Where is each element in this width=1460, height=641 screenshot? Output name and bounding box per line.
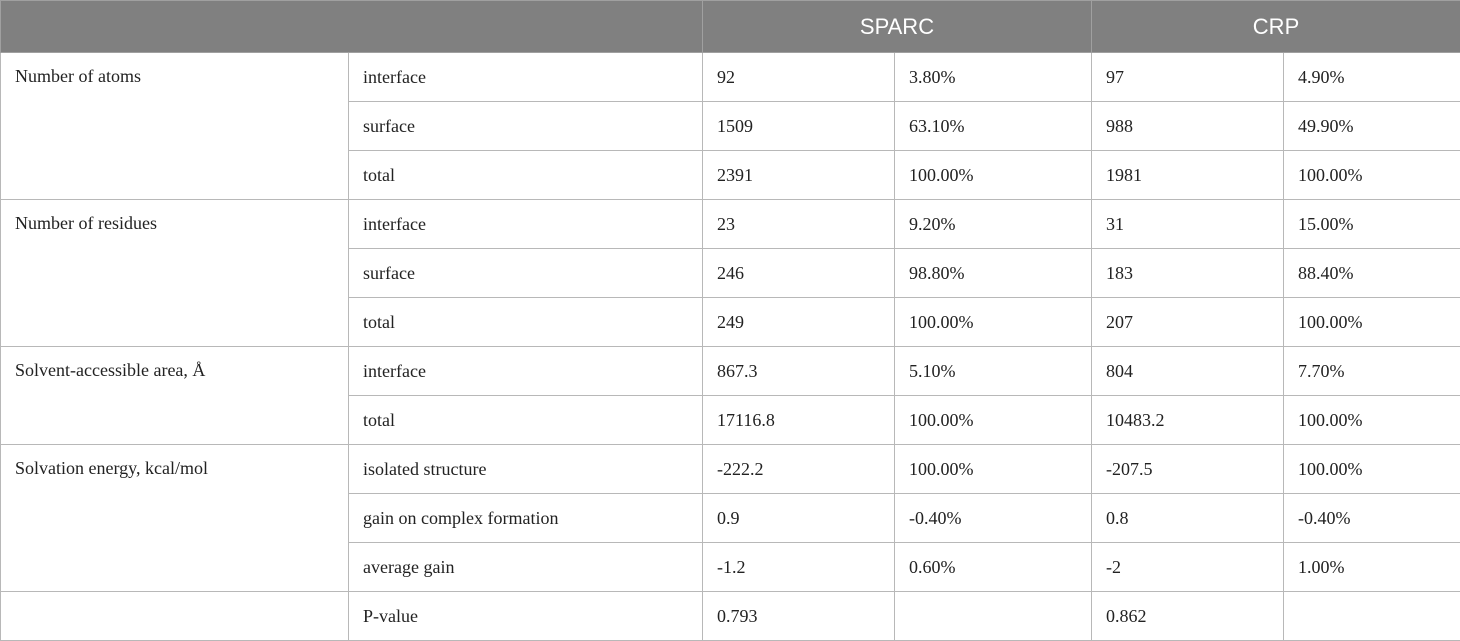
sparc-percent-cell: 9.20% — [895, 200, 1092, 249]
crp-percent-cell: 4.90% — [1284, 53, 1460, 102]
crp-value-cell: 10483.2 — [1092, 396, 1284, 445]
metric-cell: interface — [349, 200, 703, 249]
metric-cell: isolated structure — [349, 445, 703, 494]
sparc-value-cell: 2391 — [703, 151, 895, 200]
sparc-percent-cell: 0.60% — [895, 543, 1092, 592]
sparc-value-cell: 17116.8 — [703, 396, 895, 445]
sparc-percent-cell: 100.00% — [895, 396, 1092, 445]
sparc-percent-cell: 3.80% — [895, 53, 1092, 102]
crp-percent-cell: 100.00% — [1284, 298, 1460, 347]
table-row — [1, 445, 1460, 494]
header-sparc: SPARC — [703, 1, 1092, 53]
sparc-value-cell: -222.2 — [703, 445, 895, 494]
crp-percent-cell — [1284, 592, 1460, 641]
sparc-percent-cell: 100.00% — [895, 298, 1092, 347]
sparc-percent-cell: 98.80% — [895, 249, 1092, 298]
crp-value-cell: 0.8 — [1092, 494, 1284, 543]
sparc-percent-cell — [895, 592, 1092, 641]
metric-cell: gain on complex formation — [349, 494, 703, 543]
sparc-value-cell: 92 — [703, 53, 895, 102]
metric-cell: surface — [349, 249, 703, 298]
crp-value-cell: 988 — [1092, 102, 1284, 151]
crp-value-cell: 31 — [1092, 200, 1284, 249]
header-row — [1, 1, 1460, 53]
sparc-percent-cell: 100.00% — [895, 151, 1092, 200]
metric-cell: interface — [349, 347, 703, 396]
table-row — [1, 347, 1460, 396]
sparc-value-cell: 246 — [703, 249, 895, 298]
sparc-percent-cell: 5.10% — [895, 347, 1092, 396]
crp-percent-cell: 88.40% — [1284, 249, 1460, 298]
table-row — [1, 592, 1460, 641]
header-crp: CRP — [1092, 1, 1460, 53]
crp-percent-cell: 100.00% — [1284, 445, 1460, 494]
crp-value-cell: 97 — [1092, 53, 1284, 102]
crp-value-cell: 1981 — [1092, 151, 1284, 200]
crp-percent-cell: -0.40% — [1284, 494, 1460, 543]
crp-value-cell: -207.5 — [1092, 445, 1284, 494]
sparc-percent-cell: -0.40% — [895, 494, 1092, 543]
crp-percent-cell: 100.00% — [1284, 396, 1460, 445]
table-row — [1, 53, 1460, 102]
crp-value-cell: -2 — [1092, 543, 1284, 592]
group-label: Number of residues — [1, 200, 349, 347]
crp-value-cell: 183 — [1092, 249, 1284, 298]
metric-cell: total — [349, 298, 703, 347]
sparc-value-cell: 867.3 — [703, 347, 895, 396]
crp-value-cell: 207 — [1092, 298, 1284, 347]
group-label: Number of atoms — [1, 53, 349, 200]
sparc-value-cell: -1.2 — [703, 543, 895, 592]
metric-cell: surface — [349, 102, 703, 151]
metric-cell: total — [349, 396, 703, 445]
group-label: Solvation energy, kcal/mol — [1, 445, 349, 592]
sparc-value-cell: 0.9 — [703, 494, 895, 543]
crp-percent-cell: 1.00% — [1284, 543, 1460, 592]
metric-cell: interface — [349, 53, 703, 102]
group-label — [1, 592, 349, 641]
metric-cell: P-value — [349, 592, 703, 641]
sparc-value-cell: 249 — [703, 298, 895, 347]
crp-value-cell: 0.862 — [1092, 592, 1284, 641]
sparc-value-cell: 1509 — [703, 102, 895, 151]
sparc-percent-cell: 100.00% — [895, 445, 1092, 494]
sparc-value-cell: 23 — [703, 200, 895, 249]
table-row — [1, 200, 1460, 249]
crp-percent-cell: 7.70% — [1284, 347, 1460, 396]
sparc-value-cell: 0.793 — [703, 592, 895, 641]
crp-percent-cell: 49.90% — [1284, 102, 1460, 151]
header-blank — [1, 1, 703, 53]
sparc-percent-cell: 63.10% — [895, 102, 1092, 151]
metric-cell: average gain — [349, 543, 703, 592]
group-label: Solvent-accessible area, Å — [1, 347, 349, 445]
crp-percent-cell: 100.00% — [1284, 151, 1460, 200]
crp-value-cell: 804 — [1092, 347, 1284, 396]
crp-percent-cell: 15.00% — [1284, 200, 1460, 249]
metric-cell: total — [349, 151, 703, 200]
